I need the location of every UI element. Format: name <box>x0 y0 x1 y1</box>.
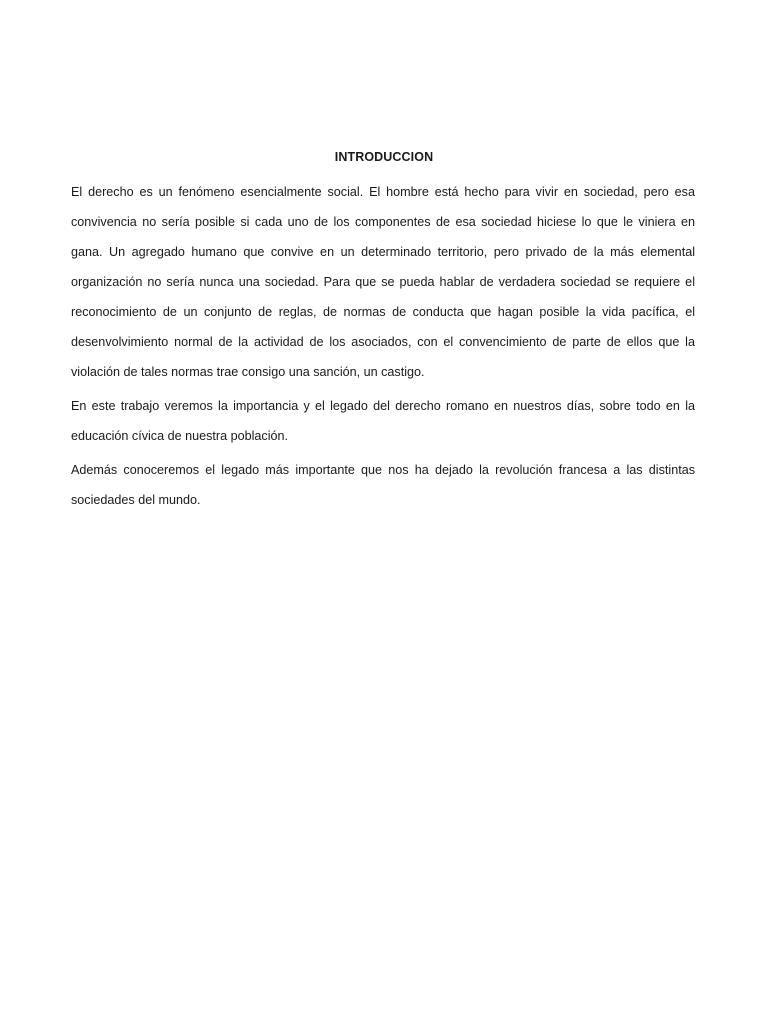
document-body <box>71 177 695 519</box>
paragraph-1: El derecho es un fenómeno esencialmente social. El hombre está hecho para vivir en sociedad, pero esa convivencia no sería posible si cada uno de los componentes de esa sociedad hiciese lo que le viniera en gana. Un agregado humano que convive en un determinado territorio, pero privado de la más elemental organización no sería nunca una sociedad. Para que se pueda hablar de verdadera sociedad se requiere el reconocimiento de un conjunto de reglas, de normas de conducta que hagan posible la vida pacífica, el desenvolvimiento normal de la actividad de los asociados, con el convencimiento de parte de ellos que la violación de tales normas trae consigo una sanción, un castigo. <box>71 185 695 379</box>
paragraph-3: Además conoceremos el legado más importante que nos ha dejado la revolución francesa a las distintas sociedades del mundo. <box>71 463 695 507</box>
document-title: INTRODUCCION <box>334 150 434 164</box>
paragraph-2: En este trabajo veremos la importancia y el legado del derecho romano en nuestros días, sobre todo en la educación cívica de nuestra población. <box>71 399 695 443</box>
